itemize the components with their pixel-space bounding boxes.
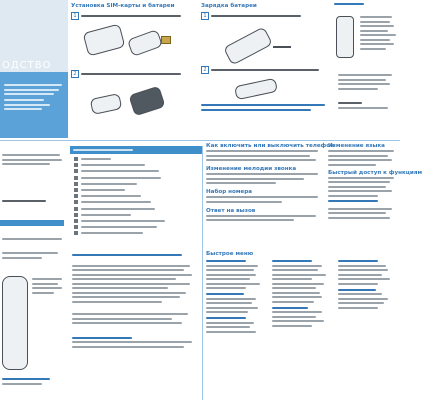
intro-text-2 [2, 200, 66, 205]
left-phone-illustration [2, 276, 30, 372]
horizontal-divider [0, 140, 400, 141]
step-row [201, 12, 331, 20]
quick-menu-column [206, 260, 266, 335]
mid-steps-3 [70, 327, 200, 348]
settings-panel [328, 142, 422, 248]
step-row [71, 70, 181, 78]
menu-list [70, 154, 200, 236]
left-intro-panel [0, 146, 68, 400]
cover-title: ОДСТВО [2, 60, 52, 71]
section-title-fragment [334, 2, 400, 10]
sim-install-panel [71, 2, 200, 138]
quick-menu-panel [206, 250, 400, 400]
battery-illustration [91, 84, 171, 124]
mid-text-1 [70, 250, 200, 256]
step-number: 1 [201, 12, 209, 20]
step-row [71, 12, 200, 20]
sim-illustration [129, 30, 179, 52]
section-title-language: Изменение языка [328, 143, 385, 149]
card-bottom-text [338, 74, 398, 92]
quick-menu-columns [206, 260, 400, 335]
top-right-card [334, 2, 400, 138]
section-title-sim-battery: Установка SIM-карты и батареи [71, 3, 175, 9]
charger-illustration [225, 28, 295, 62]
menu-row [74, 230, 196, 236]
section-title-fragment [328, 200, 400, 208]
mid-steps [70, 259, 200, 303]
charger-plug-illustration [235, 78, 285, 100]
calls-panel [206, 142, 334, 248]
vertical-divider [202, 146, 203, 400]
left-callout-text [32, 278, 68, 296]
quick-menu-column [338, 260, 398, 335]
menu-header [70, 146, 202, 154]
section-title-quick-menu: Быстрое меню [206, 251, 254, 257]
shortcut-menu-panel [70, 146, 200, 246]
section-title-power: Как включить или выключить телефон [206, 143, 334, 149]
step-number: 1 [71, 12, 79, 20]
left-bottom-text [2, 378, 66, 387]
middle-bottom-panel [70, 250, 200, 400]
section-title-charging: Зарядка батареи [201, 3, 257, 9]
selected-highlight [0, 220, 64, 226]
step-number: 2 [201, 66, 209, 74]
charging-note [201, 104, 329, 113]
section-title-shortcuts: Быстрый доступ к функциям [328, 169, 422, 176]
card-icon-rows [338, 102, 398, 111]
step-number: 2 [71, 70, 79, 78]
phone-illustration [85, 28, 123, 52]
intro-text-4 [2, 252, 66, 261]
section-title-ringtone: Изменение мелодии звонка [206, 166, 297, 172]
intro-text [2, 154, 66, 168]
card-text-block [360, 16, 400, 52]
charging-panel [201, 2, 331, 138]
cover-text-block [4, 84, 66, 113]
quick-menu-column [272, 260, 332, 335]
cover-panel [0, 0, 68, 138]
intro-text-3 [2, 238, 66, 243]
mid-steps-2 [70, 305, 200, 324]
section-title-dial: Набор номера [206, 189, 253, 195]
step-row [201, 66, 319, 74]
section-title-answer: Ответ на вызов [206, 207, 256, 214]
card-phone-illustration [336, 16, 356, 60]
